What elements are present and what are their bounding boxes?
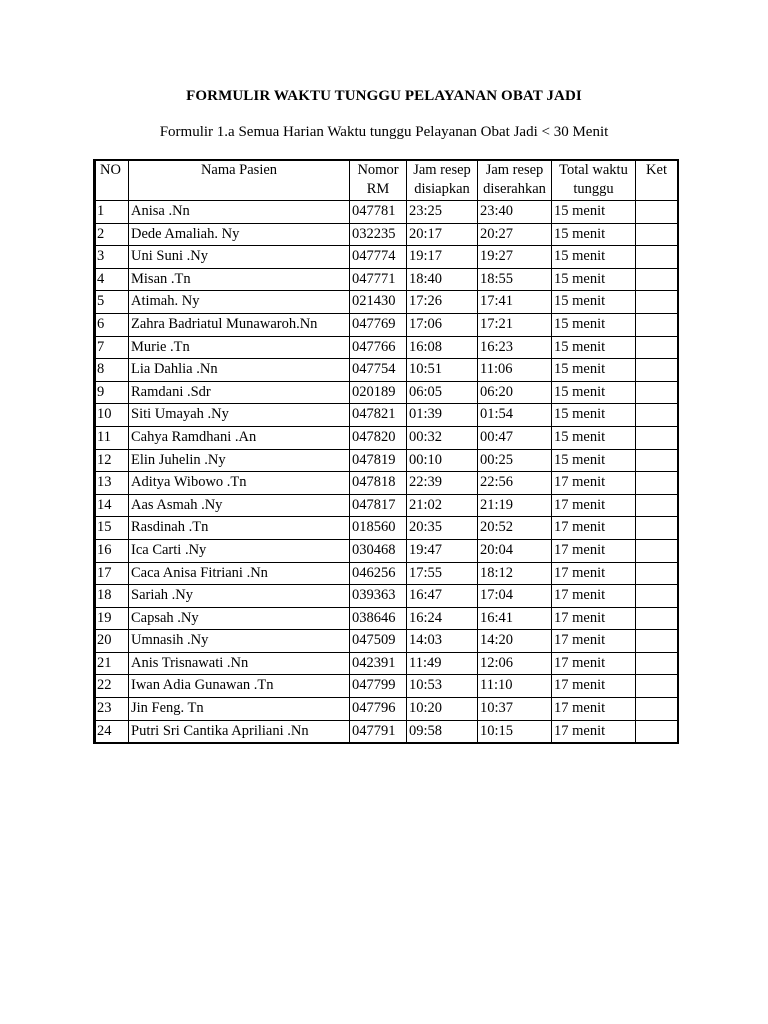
cell-time-handed: 20:04 bbox=[478, 540, 552, 563]
cell-time-handed: 11:10 bbox=[478, 675, 552, 698]
cell-time-prepared: 01:39 bbox=[407, 404, 478, 427]
cell-patient-name: Zahra Badriatul Munawaroh.Nn bbox=[129, 314, 350, 337]
cell-no: 15 bbox=[95, 517, 129, 540]
table-row bbox=[95, 337, 677, 360]
cell-ket bbox=[636, 314, 677, 337]
table-row bbox=[95, 201, 677, 224]
cell-time-prepared: 21:02 bbox=[407, 495, 478, 518]
cell-time-handed: 21:19 bbox=[478, 495, 552, 518]
cell-no: 4 bbox=[95, 269, 129, 292]
cell-rm-number: 042391 bbox=[350, 653, 407, 676]
cell-total-wait: 15 menit bbox=[552, 382, 636, 405]
table-header-row bbox=[95, 161, 677, 201]
table-row bbox=[95, 314, 677, 337]
cell-time-handed: 10:15 bbox=[478, 721, 552, 743]
cell-no: 6 bbox=[95, 314, 129, 337]
cell-ket bbox=[636, 563, 677, 586]
cell-no: 14 bbox=[95, 495, 129, 518]
cell-time-handed: 16:41 bbox=[478, 608, 552, 631]
cell-rm-number: 047771 bbox=[350, 269, 407, 292]
cell-no: 1 bbox=[95, 201, 129, 224]
cell-no: 16 bbox=[95, 540, 129, 563]
cell-rm-number: 020189 bbox=[350, 382, 407, 405]
cell-time-prepared: 11:49 bbox=[407, 653, 478, 676]
cell-total-wait: 17 menit bbox=[552, 540, 636, 563]
table-row bbox=[95, 563, 677, 586]
cell-time-handed: 18:12 bbox=[478, 563, 552, 586]
cell-no: 11 bbox=[95, 427, 129, 450]
cell-rm-number: 032235 bbox=[350, 224, 407, 247]
cell-ket bbox=[636, 224, 677, 247]
cell-no: 20 bbox=[95, 630, 129, 653]
cell-ket bbox=[636, 675, 677, 698]
cell-no: 8 bbox=[95, 359, 129, 382]
cell-rm-number: 047799 bbox=[350, 675, 407, 698]
table-row bbox=[95, 291, 677, 314]
cell-total-wait: 15 menit bbox=[552, 427, 636, 450]
cell-time-handed: 00:47 bbox=[478, 427, 552, 450]
cell-total-wait: 17 menit bbox=[552, 653, 636, 676]
cell-time-prepared: 18:40 bbox=[407, 269, 478, 292]
waiting-time-table bbox=[93, 159, 679, 744]
cell-time-handed: 22:56 bbox=[478, 472, 552, 495]
cell-no: 17 bbox=[95, 563, 129, 586]
cell-time-prepared: 20:35 bbox=[407, 517, 478, 540]
cell-ket bbox=[636, 246, 677, 269]
table-row bbox=[95, 608, 677, 631]
cell-patient-name: Rasdinah .Tn bbox=[129, 517, 350, 540]
table-row bbox=[95, 269, 677, 292]
cell-time-handed: 17:04 bbox=[478, 585, 552, 608]
cell-patient-name: Anisa .Nn bbox=[129, 201, 350, 224]
cell-time-prepared: 10:20 bbox=[407, 698, 478, 721]
cell-rm-number: 047509 bbox=[350, 630, 407, 653]
cell-ket bbox=[636, 269, 677, 292]
header-prep-line2: disiapkan bbox=[414, 180, 470, 197]
cell-time-prepared: 16:08 bbox=[407, 337, 478, 360]
cell-time-prepared: 20:17 bbox=[407, 224, 478, 247]
cell-rm-number: 047819 bbox=[350, 450, 407, 473]
cell-no: 2 bbox=[95, 224, 129, 247]
header-prep-line1: Jam resep bbox=[413, 162, 471, 178]
cell-ket bbox=[636, 201, 677, 224]
table-row bbox=[95, 540, 677, 563]
cell-total-wait: 15 menit bbox=[552, 246, 636, 269]
cell-time-handed: 06:20 bbox=[478, 382, 552, 405]
cell-ket bbox=[636, 653, 677, 676]
cell-time-handed: 00:25 bbox=[478, 450, 552, 473]
cell-rm-number: 030468 bbox=[350, 540, 407, 563]
cell-rm-number: 021430 bbox=[350, 291, 407, 314]
cell-patient-name: Misan .Tn bbox=[129, 269, 350, 292]
cell-time-handed: 23:40 bbox=[478, 201, 552, 224]
cell-time-handed: 19:27 bbox=[478, 246, 552, 269]
cell-no: 23 bbox=[95, 698, 129, 721]
cell-rm-number: 047769 bbox=[350, 314, 407, 337]
cell-time-handed: 17:41 bbox=[478, 291, 552, 314]
cell-total-wait: 15 menit bbox=[552, 337, 636, 360]
cell-ket bbox=[636, 472, 677, 495]
cell-time-prepared: 14:03 bbox=[407, 630, 478, 653]
cell-patient-name: Siti Umayah .Ny bbox=[129, 404, 350, 427]
cell-patient-name: Caca Anisa Fitriani .Nn bbox=[129, 563, 350, 586]
header-total-line2: tunggu bbox=[573, 180, 614, 197]
cell-no: 10 bbox=[95, 404, 129, 427]
cell-rm-number: 047766 bbox=[350, 337, 407, 360]
table-row bbox=[95, 721, 677, 743]
cell-rm-number: 047781 bbox=[350, 201, 407, 224]
cell-patient-name: Uni Suni .Ny bbox=[129, 246, 350, 269]
cell-total-wait: 17 menit bbox=[552, 608, 636, 631]
cell-ket bbox=[636, 698, 677, 721]
cell-total-wait: 15 menit bbox=[552, 450, 636, 473]
header-give-line2: diserahkan bbox=[483, 180, 546, 197]
cell-ket bbox=[636, 608, 677, 631]
header-total-line1: Total waktu bbox=[559, 162, 628, 178]
cell-time-handed: 10:37 bbox=[478, 698, 552, 721]
cell-no: 22 bbox=[95, 675, 129, 698]
table-row bbox=[95, 698, 677, 721]
table-row bbox=[95, 404, 677, 427]
table-row bbox=[95, 585, 677, 608]
cell-total-wait: 17 menit bbox=[552, 517, 636, 540]
cell-patient-name: Ica Carti .Ny bbox=[129, 540, 350, 563]
cell-time-prepared: 16:47 bbox=[407, 585, 478, 608]
cell-ket bbox=[636, 495, 677, 518]
cell-total-wait: 17 menit bbox=[552, 721, 636, 743]
cell-patient-name: Aditya Wibowo .Tn bbox=[129, 472, 350, 495]
cell-time-prepared: 06:05 bbox=[407, 382, 478, 405]
cell-time-handed: 17:21 bbox=[478, 314, 552, 337]
cell-patient-name: Capsah .Ny bbox=[129, 608, 350, 631]
header-prescription-prepared bbox=[407, 161, 478, 201]
cell-time-handed: 12:06 bbox=[478, 653, 552, 676]
cell-rm-number: 047817 bbox=[350, 495, 407, 518]
cell-ket bbox=[636, 450, 677, 473]
cell-patient-name: Anis Trisnawati .Nn bbox=[129, 653, 350, 676]
table-row bbox=[95, 517, 677, 540]
cell-no: 18 bbox=[95, 585, 129, 608]
table-row bbox=[95, 630, 677, 653]
header-give-line1: Jam resep bbox=[485, 162, 544, 178]
cell-total-wait: 17 menit bbox=[552, 698, 636, 721]
cell-no: 24 bbox=[95, 721, 129, 743]
cell-rm-number: 047791 bbox=[350, 721, 407, 743]
cell-no: 7 bbox=[95, 337, 129, 360]
cell-rm-number: 047774 bbox=[350, 246, 407, 269]
cell-patient-name: Dede Amaliah. Ny bbox=[129, 224, 350, 247]
cell-total-wait: 17 menit bbox=[552, 630, 636, 653]
cell-time-prepared: 17:06 bbox=[407, 314, 478, 337]
cell-rm-number: 047821 bbox=[350, 404, 407, 427]
cell-ket bbox=[636, 337, 677, 360]
cell-time-prepared: 19:47 bbox=[407, 540, 478, 563]
cell-rm-number: 047818 bbox=[350, 472, 407, 495]
cell-no: 13 bbox=[95, 472, 129, 495]
cell-time-handed: 20:52 bbox=[478, 517, 552, 540]
table-body bbox=[95, 201, 677, 742]
table-row bbox=[95, 450, 677, 473]
cell-patient-name: Elin Juhelin .Ny bbox=[129, 450, 350, 473]
cell-patient-name: Murie .Tn bbox=[129, 337, 350, 360]
cell-time-prepared: 16:24 bbox=[407, 608, 478, 631]
cell-time-prepared: 00:10 bbox=[407, 450, 478, 473]
cell-time-prepared: 09:58 bbox=[407, 721, 478, 743]
table-row bbox=[95, 359, 677, 382]
cell-total-wait: 15 menit bbox=[552, 201, 636, 224]
table-row bbox=[95, 382, 677, 405]
cell-patient-name: Iwan Adia Gunawan .Tn bbox=[129, 675, 350, 698]
cell-no: 12 bbox=[95, 450, 129, 473]
cell-patient-name: Umnasih .Ny bbox=[129, 630, 350, 653]
cell-ket bbox=[636, 427, 677, 450]
cell-time-prepared: 22:39 bbox=[407, 472, 478, 495]
table-row bbox=[95, 495, 677, 518]
cell-total-wait: 15 menit bbox=[552, 224, 636, 247]
cell-rm-number: 039363 bbox=[350, 585, 407, 608]
cell-time-prepared: 10:51 bbox=[407, 359, 478, 382]
header-rm-line1: Nomor bbox=[357, 162, 399, 178]
cell-total-wait: 15 menit bbox=[552, 314, 636, 337]
cell-time-handed: 14:20 bbox=[478, 630, 552, 653]
cell-time-handed: 18:55 bbox=[478, 269, 552, 292]
cell-patient-name: Cahya Ramdhani .An bbox=[129, 427, 350, 450]
table-row bbox=[95, 675, 677, 698]
cell-no: 19 bbox=[95, 608, 129, 631]
cell-total-wait: 15 menit bbox=[552, 359, 636, 382]
cell-no: 3 bbox=[95, 246, 129, 269]
cell-ket bbox=[636, 382, 677, 405]
cell-total-wait: 17 menit bbox=[552, 495, 636, 518]
cell-ket bbox=[636, 540, 677, 563]
cell-time-prepared: 19:17 bbox=[407, 246, 478, 269]
cell-total-wait: 17 menit bbox=[552, 675, 636, 698]
table-row bbox=[95, 427, 677, 450]
header-no: NO bbox=[95, 161, 129, 201]
header-total-wait bbox=[552, 161, 636, 201]
cell-patient-name: Sariah .Ny bbox=[129, 585, 350, 608]
cell-time-handed: 11:06 bbox=[478, 359, 552, 382]
table-row bbox=[95, 224, 677, 247]
header-rm-number bbox=[350, 161, 407, 201]
cell-patient-name: Putri Sri Cantika Apriliani .Nn bbox=[129, 721, 350, 743]
cell-no: 5 bbox=[95, 291, 129, 314]
cell-rm-number: 047820 bbox=[350, 427, 407, 450]
cell-patient-name: Aas Asmah .Ny bbox=[129, 495, 350, 518]
cell-time-prepared: 23:25 bbox=[407, 201, 478, 224]
cell-time-prepared: 00:32 bbox=[407, 427, 478, 450]
cell-ket bbox=[636, 630, 677, 653]
cell-patient-name: Ramdani .Sdr bbox=[129, 382, 350, 405]
cell-time-prepared: 17:26 bbox=[407, 291, 478, 314]
cell-ket bbox=[636, 517, 677, 540]
cell-rm-number: 047754 bbox=[350, 359, 407, 382]
cell-ket bbox=[636, 721, 677, 743]
header-rm-line2: RM bbox=[366, 180, 390, 197]
document-subtitle: Formulir 1.a Semua Harian Waktu tunggu Pelayanan Obat Jadi < 30 Menit bbox=[159, 124, 609, 140]
cell-total-wait: 15 menit bbox=[552, 291, 636, 314]
cell-patient-name: Jin Feng. Tn bbox=[129, 698, 350, 721]
cell-patient-name: Atimah. Ny bbox=[129, 291, 350, 314]
cell-no: 9 bbox=[95, 382, 129, 405]
cell-time-handed: 16:23 bbox=[478, 337, 552, 360]
cell-rm-number: 018560 bbox=[350, 517, 407, 540]
cell-total-wait: 15 menit bbox=[552, 404, 636, 427]
document-title: FORMULIR WAKTU TUNGGU PELAYANAN OBAT JADI bbox=[186, 88, 582, 104]
cell-ket bbox=[636, 404, 677, 427]
cell-total-wait: 15 menit bbox=[552, 269, 636, 292]
cell-ket bbox=[636, 359, 677, 382]
header-prescription-handed bbox=[478, 161, 552, 201]
cell-patient-name: Lia Dahlia .Nn bbox=[129, 359, 350, 382]
cell-rm-number: 046256 bbox=[350, 563, 407, 586]
cell-total-wait: 17 menit bbox=[552, 563, 636, 586]
cell-ket bbox=[636, 291, 677, 314]
cell-rm-number: 047796 bbox=[350, 698, 407, 721]
cell-time-handed: 01:54 bbox=[478, 404, 552, 427]
table-row bbox=[95, 653, 677, 676]
table-row bbox=[95, 472, 677, 495]
header-patient-name: Nama Pasien bbox=[129, 161, 350, 201]
cell-time-prepared: 10:53 bbox=[407, 675, 478, 698]
table-row bbox=[95, 246, 677, 269]
cell-total-wait: 17 menit bbox=[552, 472, 636, 495]
cell-no: 21 bbox=[95, 653, 129, 676]
cell-ket bbox=[636, 585, 677, 608]
cell-total-wait: 17 menit bbox=[552, 585, 636, 608]
cell-time-prepared: 17:55 bbox=[407, 563, 478, 586]
header-ket: Ket bbox=[636, 161, 677, 201]
cell-rm-number: 038646 bbox=[350, 608, 407, 631]
cell-time-handed: 20:27 bbox=[478, 224, 552, 247]
